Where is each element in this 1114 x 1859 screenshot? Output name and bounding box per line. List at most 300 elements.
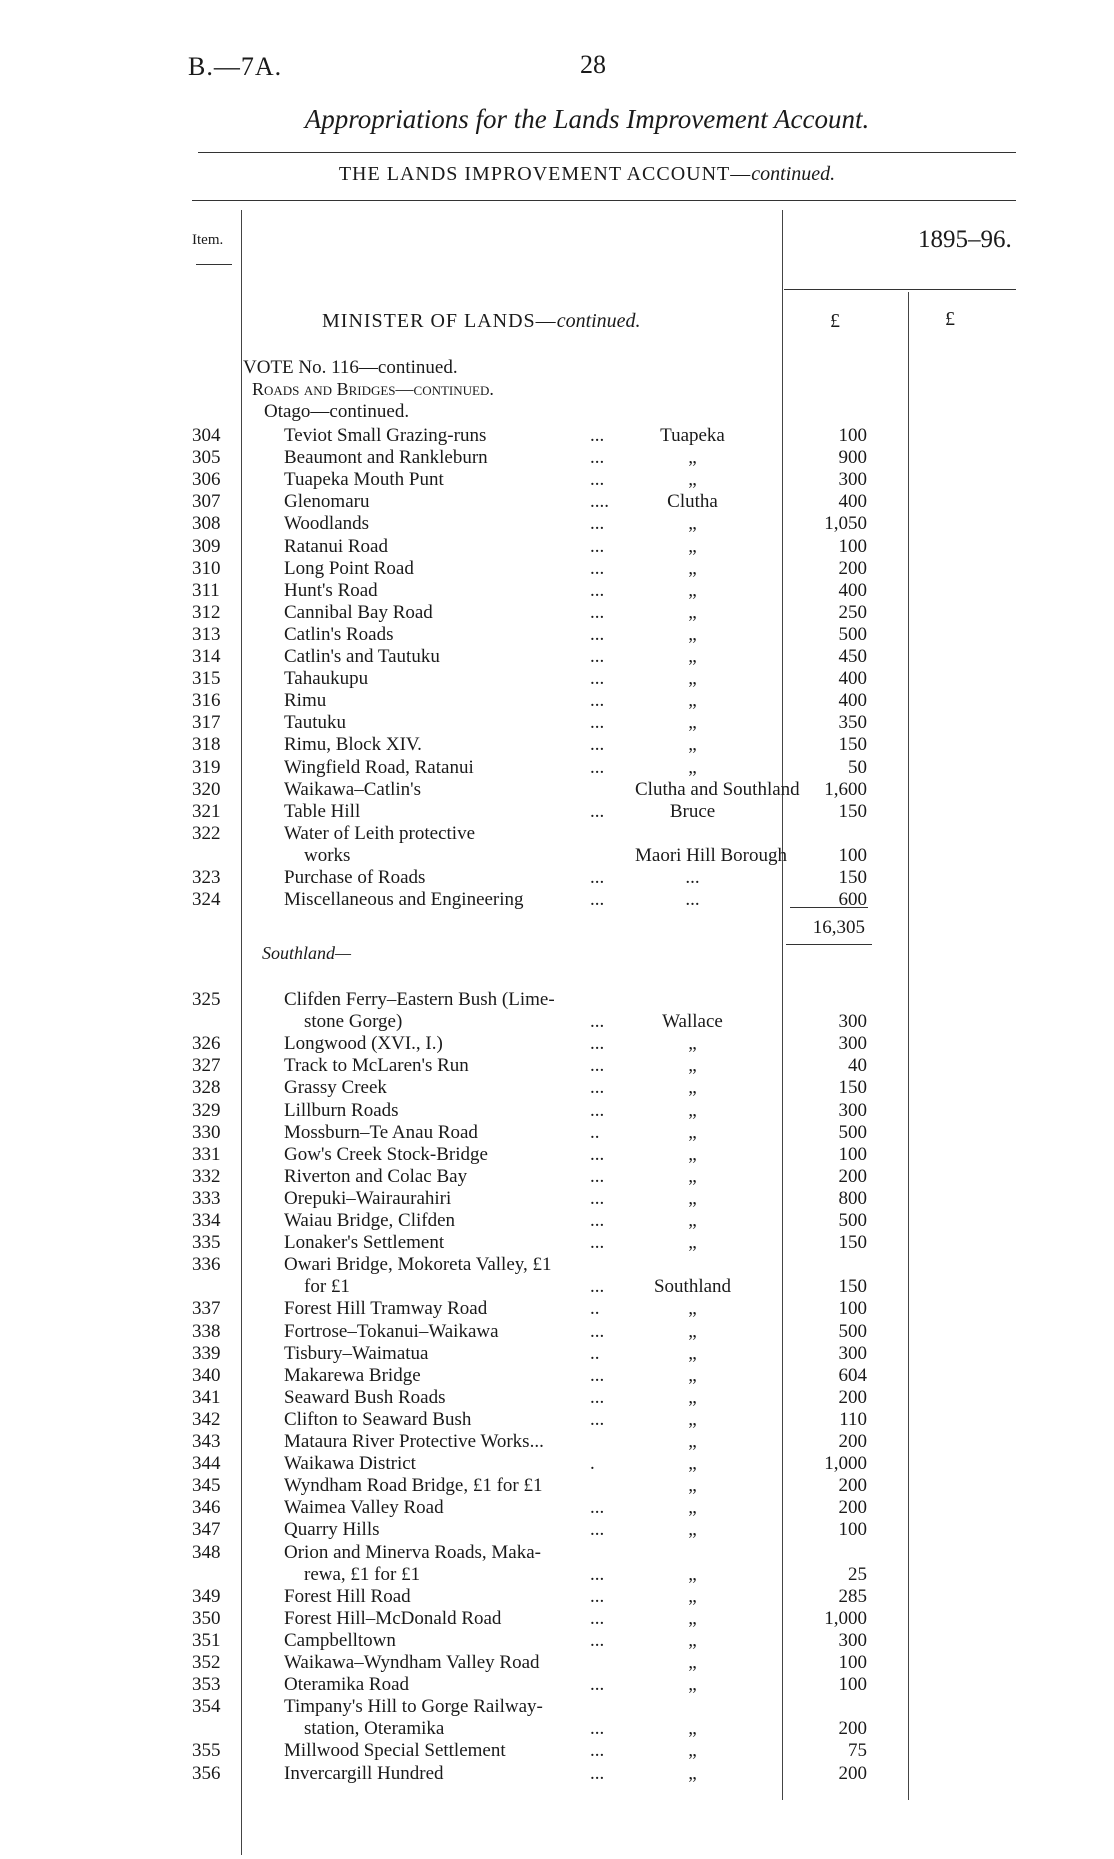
district: „	[688, 1740, 697, 1762]
southland-heading: Southland—	[262, 943, 352, 963]
table-row	[0, 1210, 1114, 1232]
leader-dots: ..	[590, 1342, 600, 1364]
table-row	[0, 1144, 1114, 1166]
table-row	[0, 1586, 1114, 1608]
table-row	[0, 1497, 1114, 1519]
leader-dots: ...	[590, 1077, 605, 1099]
item-number: 304	[192, 425, 221, 446]
amount: 600	[838, 889, 867, 911]
leader-dots: ...	[590, 425, 605, 446]
table-row	[0, 513, 1114, 535]
district: „	[688, 646, 697, 667]
item-name: Catlin's and Tautuku	[284, 646, 440, 667]
amount: 300	[838, 1099, 867, 1121]
table-row	[0, 867, 1114, 889]
amount: 300	[838, 1629, 867, 1651]
item-number: 322	[192, 822, 221, 844]
table-row	[0, 1674, 1114, 1696]
table-row	[0, 757, 1114, 779]
item-number: 307	[192, 491, 221, 513]
leader-dots: ...	[590, 756, 605, 778]
table-row	[0, 447, 1114, 469]
item-number: 319	[192, 756, 221, 778]
item-name: station, Oteramika	[304, 1718, 445, 1740]
item-name: Mataura River Protective Works...	[284, 1431, 544, 1452]
district: Bruce	[669, 800, 716, 822]
item-name: Owari Bridge, Mokoreta Valley, £1	[284, 1254, 552, 1276]
year-column-header: 1895–96.	[918, 226, 1012, 253]
leader-dots: ...	[590, 1364, 605, 1386]
table-row	[0, 989, 1114, 1011]
amount: 150	[838, 1077, 867, 1099]
district: „	[688, 1585, 697, 1607]
leader-dots: ...	[590, 1143, 605, 1165]
item-name: works	[304, 844, 351, 866]
amount: 400	[838, 579, 867, 601]
amount: 604	[838, 1364, 867, 1386]
district: „	[688, 1342, 697, 1364]
table-row	[0, 1519, 1114, 1541]
item-number: 339	[192, 1342, 221, 1364]
item-number: 329	[192, 1099, 221, 1121]
item-number: 341	[192, 1386, 221, 1408]
item-number: 312	[192, 601, 221, 623]
item-number: 314	[192, 646, 221, 667]
item-name: Track to McLaren's Run	[284, 1055, 469, 1077]
amount: 500	[838, 1210, 867, 1231]
item-name: Gow's Creek Stock-Bridge	[284, 1143, 488, 1165]
table-row	[0, 646, 1114, 668]
item-number: 316	[192, 690, 221, 712]
leader-dots: ...	[590, 1585, 605, 1607]
district: „	[688, 1298, 697, 1320]
item-number: 351	[192, 1629, 221, 1651]
item-name: Wingfield Road, Ratanui	[284, 756, 474, 778]
leader-dots: ...	[590, 1276, 605, 1298]
amount: 250	[838, 601, 867, 623]
page-number: 28	[580, 50, 606, 79]
amount: 200	[838, 1497, 867, 1519]
subtitle-continued: continued.	[751, 163, 836, 185]
amount: 1,600	[824, 778, 867, 800]
item-name: Tuapeka Mouth Punt	[284, 469, 444, 491]
item-number: 323	[192, 867, 221, 888]
item-name: Tisbury–Waimatua	[284, 1342, 429, 1364]
item-name: for £1	[304, 1276, 350, 1298]
amount: 200	[838, 1431, 867, 1452]
district: „	[688, 601, 697, 623]
item-number: 338	[192, 1320, 221, 1342]
amount: 1,000	[824, 1453, 867, 1475]
table-row	[0, 1696, 1114, 1718]
district: „	[688, 1431, 697, 1452]
amount: 300	[838, 1033, 867, 1055]
item-name: Quarry Hills	[284, 1519, 380, 1541]
item-number: 317	[192, 712, 221, 734]
leader-dots: ...	[590, 1629, 605, 1651]
item-name: Grassy Creek	[284, 1077, 387, 1099]
district: „	[688, 668, 697, 690]
item-name: Woodlands	[284, 513, 370, 535]
amount: 150	[838, 867, 867, 888]
item-number: 311	[192, 579, 220, 601]
page-reference: B.—7A.	[188, 52, 283, 81]
district: Maori Hill Borough	[635, 844, 787, 866]
amount: 1,000	[824, 1607, 867, 1629]
amount: 500	[838, 623, 867, 645]
leader-dots: ...	[590, 1232, 605, 1254]
table-row	[0, 889, 1114, 911]
district: „	[688, 1519, 697, 1541]
leader-dots: ...	[590, 623, 605, 645]
item-name: Makarewa Bridge	[284, 1364, 421, 1386]
item-number: 355	[192, 1740, 221, 1762]
item-number: 321	[192, 800, 221, 822]
minister-continued: continued.	[556, 310, 641, 332]
table-row	[0, 801, 1114, 823]
amount: 100	[838, 425, 867, 446]
amount: 300	[838, 1011, 867, 1033]
district: „	[688, 1099, 697, 1121]
leader-dots: ..	[590, 1121, 600, 1143]
item-column-header: Item.	[192, 232, 224, 248]
item-number: 345	[192, 1475, 221, 1497]
item-number: 333	[192, 1187, 221, 1209]
item-name: Orion and Minerva Roads, Maka-	[284, 1541, 541, 1563]
leader-dots: ...	[590, 867, 605, 888]
leader-dots: ...	[590, 1408, 605, 1430]
leader-dots: ...	[590, 557, 605, 579]
pound-symbol-amount: £	[830, 310, 840, 332]
amount: 450	[838, 646, 867, 667]
district: Wallace	[662, 1011, 723, 1033]
amount: 400	[838, 668, 867, 690]
table-row	[0, 1542, 1114, 1564]
leader-dots: ..	[590, 1298, 600, 1320]
table-row	[0, 1188, 1114, 1210]
leader-dots: ...	[590, 447, 605, 469]
item-name: Purchase of Roads	[284, 867, 426, 888]
item-number: 310	[192, 557, 221, 579]
leader-dots: ...	[590, 601, 605, 623]
pound-symbol-total: £	[945, 308, 955, 330]
item-name: Longwood (XVI., I.)	[284, 1033, 443, 1055]
item-number: 342	[192, 1408, 221, 1430]
item-name: Seaward Bush Roads	[284, 1386, 446, 1408]
item-name: Water of Leith protective	[284, 822, 476, 844]
subtotal-rule-bottom	[786, 944, 872, 945]
item-number: 349	[192, 1585, 221, 1607]
item-number: 334	[192, 1210, 221, 1231]
amount: 150	[838, 1232, 867, 1254]
table-row	[0, 668, 1114, 690]
item-name: Fortrose–Tokanui–Waikawa	[284, 1320, 499, 1342]
leader-dots: ...	[590, 1762, 605, 1784]
leader-dots: ...	[590, 1011, 605, 1033]
item-number: 318	[192, 734, 221, 756]
district: „	[688, 469, 697, 491]
amount: 40	[848, 1055, 867, 1077]
leader-dots: ...	[590, 1563, 605, 1585]
table-row	[0, 1276, 1114, 1298]
district: „	[688, 513, 697, 535]
item-number: 313	[192, 623, 221, 645]
item-number: 328	[192, 1077, 221, 1099]
district: „	[688, 1386, 697, 1408]
item-name: Invercargill Hundred	[284, 1762, 444, 1784]
item-name: Beaumont and Rankleburn	[284, 447, 488, 469]
district: „	[688, 1607, 697, 1629]
table-row	[0, 1100, 1114, 1122]
item-name: Mossburn–Te Anau Road	[284, 1121, 478, 1143]
table-row	[0, 558, 1114, 580]
item-name: Forest Hill Road	[284, 1585, 411, 1607]
item-number: 325	[192, 989, 221, 1010]
item-number: 340	[192, 1364, 221, 1386]
district: ...	[685, 867, 700, 888]
page-title: Appropriations for the Lands Improvement Account.	[304, 104, 870, 134]
table-row	[0, 580, 1114, 602]
table-row	[0, 602, 1114, 624]
item-name: Rimu	[284, 690, 327, 712]
district: „	[688, 535, 697, 557]
item-name: Waikawa–Catlin's	[284, 778, 421, 800]
leader-dots: ...	[590, 1740, 605, 1762]
district: Clutha and Southland	[635, 778, 800, 800]
leader-dots: ...	[590, 668, 605, 690]
otago-heading: Otago—continued.	[264, 401, 410, 422]
item-number: 356	[192, 1762, 221, 1784]
subtitle-main: THE LANDS IMPROVEMENT ACCOUNT—	[338, 163, 752, 185]
district: „	[688, 756, 697, 778]
item-number: 315	[192, 668, 221, 690]
section-subtitle	[0, 163, 1114, 186]
district: „	[688, 1320, 697, 1342]
otago-subtotal: 16,305	[812, 917, 865, 938]
amount: 150	[838, 734, 867, 756]
item-number: 343	[192, 1431, 221, 1452]
table-row	[0, 1431, 1114, 1453]
table-row	[0, 1254, 1114, 1276]
amount: 100	[838, 1519, 867, 1541]
district: „	[688, 1762, 697, 1784]
district: „	[688, 1497, 697, 1519]
table-row	[0, 1475, 1114, 1497]
header-rule	[192, 200, 1016, 201]
leader-dots: ...	[590, 889, 605, 911]
vote-heading: VOTE No. 116—continued.	[243, 357, 458, 378]
leader-dots: ...	[590, 734, 605, 756]
amount: 400	[838, 491, 867, 513]
minister-main: MINISTER OF LANDS—	[322, 310, 557, 332]
amount: 200	[838, 557, 867, 579]
item-name: Clifden Ferry–Eastern Bush (Lime-	[284, 989, 555, 1010]
item-number: 347	[192, 1519, 221, 1541]
item-number: 354	[192, 1696, 221, 1718]
district: „	[688, 1055, 697, 1077]
leader-dots: ...	[590, 1320, 605, 1342]
table-row	[0, 1608, 1114, 1630]
item-number: 330	[192, 1121, 221, 1143]
amount: 800	[838, 1187, 867, 1209]
district: „	[688, 1475, 697, 1497]
amount: 300	[838, 1342, 867, 1364]
table-row	[0, 1740, 1114, 1762]
amount: 100	[838, 844, 867, 866]
leader-dots: ...	[590, 1210, 605, 1231]
amount: 200	[838, 1718, 867, 1740]
amount: 285	[838, 1585, 867, 1607]
district: Clutha	[667, 491, 718, 513]
district: „	[688, 1364, 697, 1386]
leader-dots: ....	[590, 491, 609, 513]
amount: 100	[838, 1674, 867, 1696]
district: „	[688, 1652, 697, 1673]
table-row	[0, 690, 1114, 712]
item-number: 324	[192, 889, 221, 911]
item-number: 353	[192, 1674, 221, 1696]
item-name: Tautuku	[284, 712, 346, 734]
district: „	[688, 557, 697, 579]
title-rule	[198, 152, 1016, 153]
table-row	[0, 1387, 1114, 1409]
leader-dots: ...	[590, 1674, 605, 1696]
year-underline	[784, 289, 1016, 290]
district: „	[688, 1629, 697, 1651]
item-name: Forest Hill–McDonald Road	[284, 1607, 502, 1629]
table-row	[0, 1321, 1114, 1343]
district: „	[688, 1718, 697, 1740]
item-name: Long Point Road	[284, 557, 414, 579]
amount: 100	[838, 1143, 867, 1165]
amount: 200	[838, 1165, 867, 1187]
item-name: stone Gorge)	[304, 1011, 403, 1033]
leader-dots: ...	[590, 1055, 605, 1077]
item-name: Cannibal Bay Road	[284, 601, 433, 623]
district: ...	[685, 889, 700, 911]
table-row	[0, 1630, 1114, 1652]
item-number: 320	[192, 778, 221, 800]
table-row	[0, 425, 1114, 447]
amount: 150	[838, 800, 867, 822]
amount: 100	[838, 1298, 867, 1320]
leader-dots: .	[590, 1453, 595, 1475]
table-row	[0, 1055, 1114, 1077]
amount: 75	[848, 1740, 867, 1762]
leader-dots: ...	[590, 1187, 605, 1209]
item-number: 344	[192, 1453, 221, 1475]
roads-bridges-heading: Roads and Bridges—continued.	[252, 379, 494, 399]
leader-dots: ...	[590, 800, 605, 822]
district: „	[688, 734, 697, 756]
item-name: Oteramika Road	[284, 1674, 410, 1696]
item-name: Orepuki–Wairaurahiri	[284, 1187, 452, 1209]
item-name: Waikawa–Wyndham Valley Road	[284, 1652, 540, 1673]
item-name: Millwood Special Settlement	[284, 1740, 506, 1762]
district: „	[688, 1165, 697, 1187]
table-row	[0, 1365, 1114, 1387]
item-number: 337	[192, 1298, 221, 1320]
district: „	[688, 1121, 697, 1143]
item-name: Waikawa District	[284, 1453, 416, 1475]
district: „	[688, 1077, 697, 1099]
item-name: Forest Hill Tramway Road	[284, 1298, 488, 1320]
table-row	[0, 1652, 1114, 1674]
item-name: Wyndham Road Bridge, £1 for £1	[284, 1475, 543, 1497]
district: „	[688, 712, 697, 734]
item-name: Lillburn Roads	[284, 1099, 399, 1121]
table-row	[0, 1763, 1114, 1785]
district: „	[688, 1187, 697, 1209]
item-number: 336	[192, 1254, 221, 1276]
leader-dots: ...	[590, 690, 605, 712]
table-row	[0, 1564, 1114, 1586]
district: „	[688, 579, 697, 601]
leader-dots: ...	[590, 1497, 605, 1519]
item-number: 350	[192, 1607, 221, 1629]
item-name: Waimea Valley Road	[284, 1497, 444, 1519]
item-number: 308	[192, 513, 221, 535]
item-name: Rimu, Block XIV.	[284, 734, 422, 756]
district: „	[688, 447, 697, 469]
table-row	[0, 469, 1114, 491]
amount: 110	[839, 1408, 867, 1430]
leader-dots: ...	[590, 712, 605, 734]
table-row	[0, 1409, 1114, 1431]
leader-dots: ...	[590, 1519, 605, 1541]
item-number: 331	[192, 1143, 221, 1165]
amount: 100	[838, 1652, 867, 1673]
leader-dots: ...	[590, 1386, 605, 1408]
table-row	[0, 712, 1114, 734]
item-name: Teviot Small Grazing-runs	[284, 425, 487, 446]
table-row	[0, 1453, 1114, 1475]
item-name: Miscellaneous and Engineering	[284, 889, 524, 911]
table-row	[0, 1343, 1114, 1365]
leader-dots: ...	[590, 1165, 605, 1187]
amount: 1,050	[824, 513, 867, 535]
item-number: 327	[192, 1055, 221, 1077]
district: „	[688, 1033, 697, 1055]
amount: 200	[838, 1386, 867, 1408]
table-row	[0, 1011, 1114, 1033]
table-row	[0, 536, 1114, 558]
item-name: Campbelltown	[284, 1629, 396, 1651]
district: „	[688, 1453, 697, 1475]
district: „	[688, 1232, 697, 1254]
leader-dots: ...	[590, 1033, 605, 1055]
district: „	[688, 1563, 697, 1585]
table-row	[0, 1077, 1114, 1099]
item-name: rewa, £1 for £1	[304, 1563, 421, 1585]
amount: 150	[838, 1276, 867, 1298]
district: „	[688, 1210, 697, 1231]
item-name: Ratanui Road	[284, 535, 388, 557]
item-name: Riverton and Colac Bay	[284, 1165, 468, 1187]
item-name: Table Hill	[284, 800, 361, 822]
amount: 200	[838, 1475, 867, 1497]
amount: 500	[838, 1121, 867, 1143]
table-row	[0, 1718, 1114, 1740]
item-number: 306	[192, 469, 221, 491]
item-number: 335	[192, 1232, 221, 1254]
amount: 200	[838, 1762, 867, 1784]
table-row	[0, 1232, 1114, 1254]
leader-dots: ...	[590, 535, 605, 557]
item-name: Hunt's Road	[284, 579, 378, 601]
item-number: 326	[192, 1033, 221, 1055]
table-row	[0, 624, 1114, 646]
